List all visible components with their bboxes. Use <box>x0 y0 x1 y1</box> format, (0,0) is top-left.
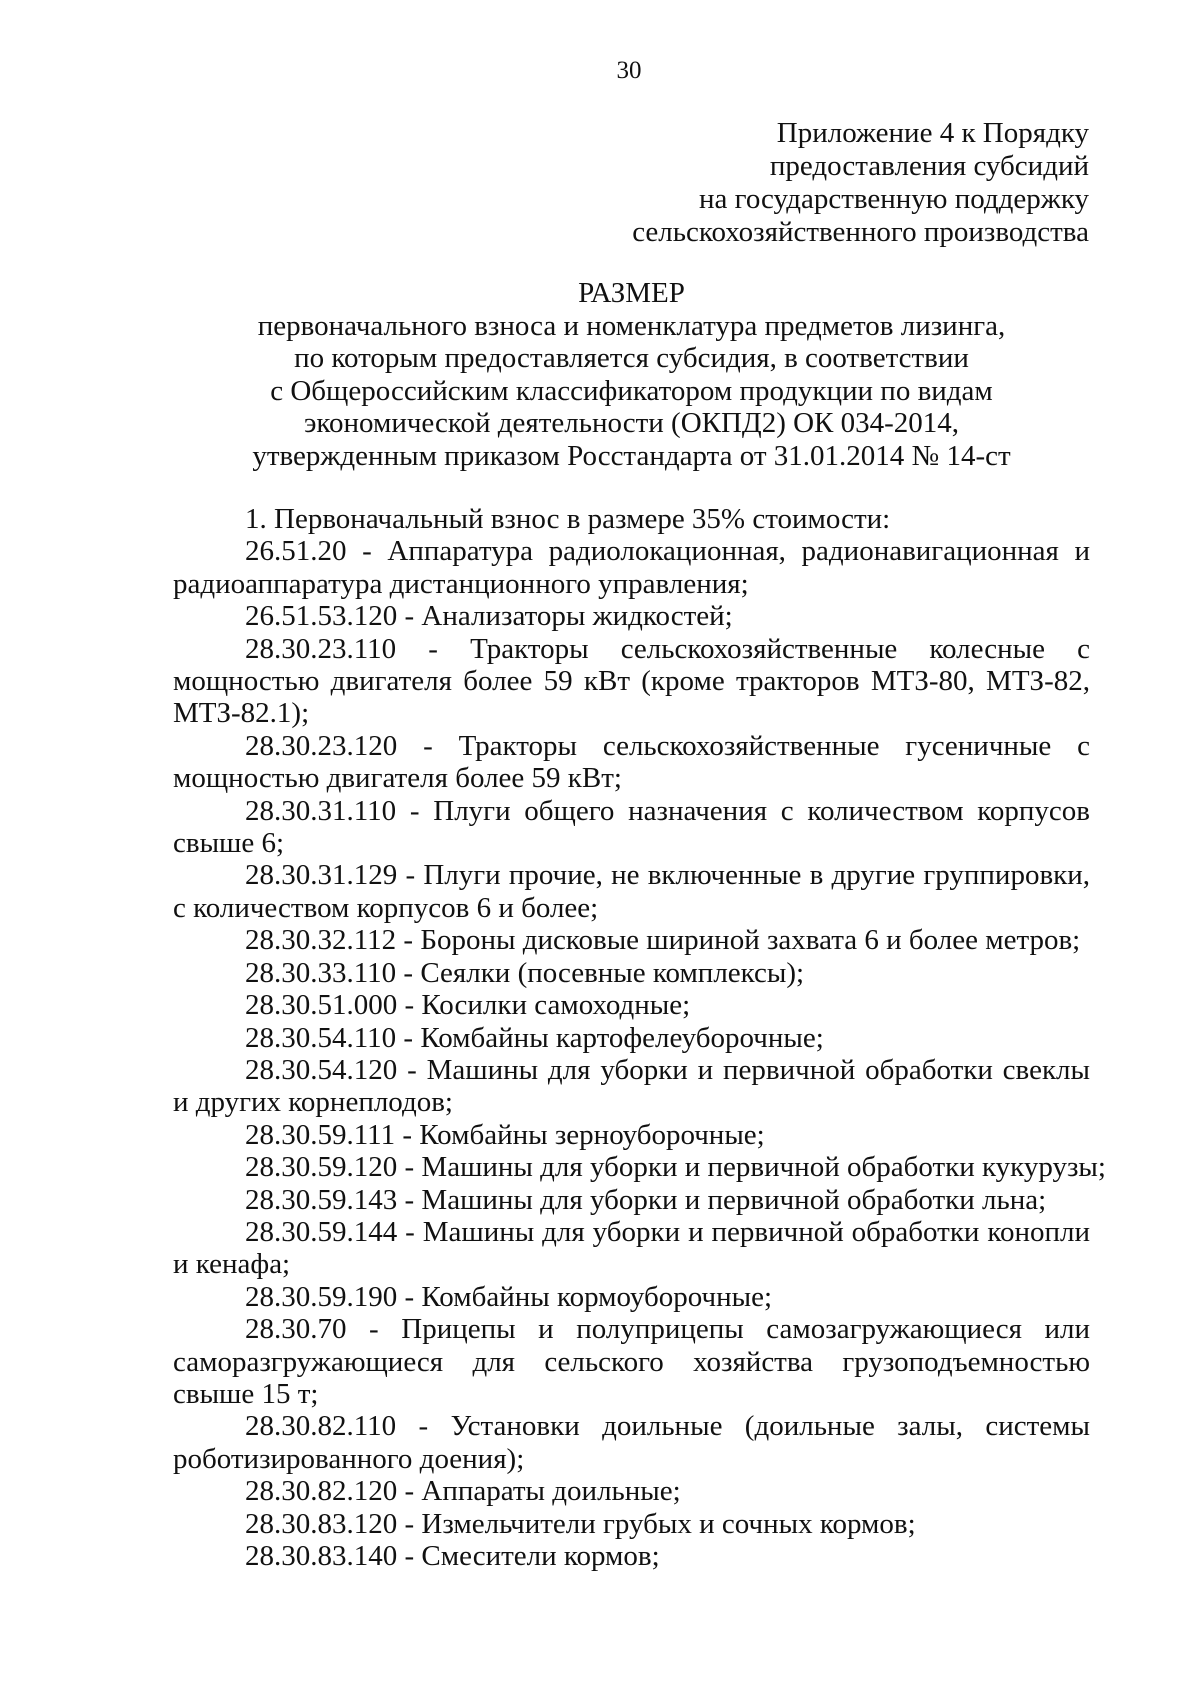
list-item: 28.30.33.110 - Сеялки (посевные комплексы); <box>245 956 805 989</box>
list-item: 28.30.31.110 - Плуги общего назначения с количеством корпусов свыше 6; <box>173 794 1090 860</box>
appendix-reference <box>632 117 1089 249</box>
appendix-line: Приложение 4 к Порядку <box>776 117 1089 149</box>
list-item: 28.30.23.120 - Тракторы сельскохозяйственные гусеничные с мощностью двигателя более 59 кВт; <box>173 729 1090 795</box>
list-item: 28.30.54.120 - Машины для уборки и первичной обработки свеклы и других корнеплодов; <box>173 1053 1090 1119</box>
title-line: по которым предоставляется субсидия, в соответствии <box>294 342 969 374</box>
list-item: 28.30.23.110 - Тракторы сельскохозяйственные колесные с мощностью двигателя более 59 кВт (кроме тракторов МТЗ-80, МТЗ-82, МТЗ-82.1); <box>173 632 1090 730</box>
title-line: утвержденным приказом Росстандарта от 31.01.2014 № 14-ст <box>252 439 1011 472</box>
list-item: 28.30.59.111 - Комбайны зерноуборочные; <box>245 1118 765 1151</box>
list-item: 28.30.31.129 - Плуги прочие, не включенные в другие группировки, с количеством корпусов 6 и более; <box>173 859 1090 924</box>
list-item: 28.30.82.120 - Аппараты доильные; <box>245 1475 681 1508</box>
list-item: 28.30.51.000 - Косилки самоходные; <box>245 989 691 1022</box>
title-heading: РАЗМЕР <box>578 277 685 309</box>
list-item: 26.51.53.120 - Анализаторы жидкостей; <box>245 600 733 633</box>
list-item: 28.30.70 - Прицепы и полуприцепы самозагружающиеся или саморазгружающиеся для сельского хозяйства грузоподъемностью свыше 15 т; <box>173 1313 1090 1410</box>
list-item: 28.30.59.144 - Машины для уборки и первичной обработки конопли и кенафа; <box>173 1215 1090 1281</box>
title-line: с Общероссийским классификатором продукции по видам <box>270 374 993 407</box>
page-number: 30 <box>616 57 642 84</box>
list-item: 26.51.20 - Аппаратура радиолокационная, радионавигационная и радиоаппаратура дистанционного управления; <box>173 535 1090 600</box>
list-item: 28.30.83.120 - Измельчители грубых и сочных кормов; <box>245 1507 916 1540</box>
document-body <box>173 503 1106 1572</box>
list-item: 28.30.82.110 - Установки доильные (доильные залы, системы роботизированного доения); <box>173 1410 1090 1475</box>
appendix-line: на государственную поддержку <box>699 183 1089 215</box>
appendix-line: сельскохозяйственного производства <box>632 216 1089 248</box>
section-heading: 1. Первоначальный взнос в размере 35% стоимости: <box>245 503 891 535</box>
list-item: 28.30.83.140 - Смесители кормов; <box>245 1540 660 1572</box>
list-item: 28.30.54.110 - Комбайны картофелеуборочные; <box>245 1021 824 1054</box>
list-item: 28.30.32.112 - Бороны дисковые шириной захвата 6 и более метров; <box>245 924 1081 957</box>
title-line: экономической деятельности (ОКПД2) ОК 034-2014, <box>303 407 960 439</box>
document-title <box>173 277 1090 472</box>
list-item: 28.30.59.143 - Машины для уборки и первичной обработки льна; <box>245 1183 1047 1216</box>
appendix-line: предоставления субсидий <box>769 150 1089 182</box>
list-item: 28.30.59.190 - Комбайны кормоуборочные; <box>245 1280 773 1313</box>
list-item: 28.30.59.120 - Машины для уборки и первичной обработки кукурузы; <box>245 1151 1106 1184</box>
title-line: первоначального взноса и номенклатура предметов лизинга, <box>257 309 1006 342</box>
